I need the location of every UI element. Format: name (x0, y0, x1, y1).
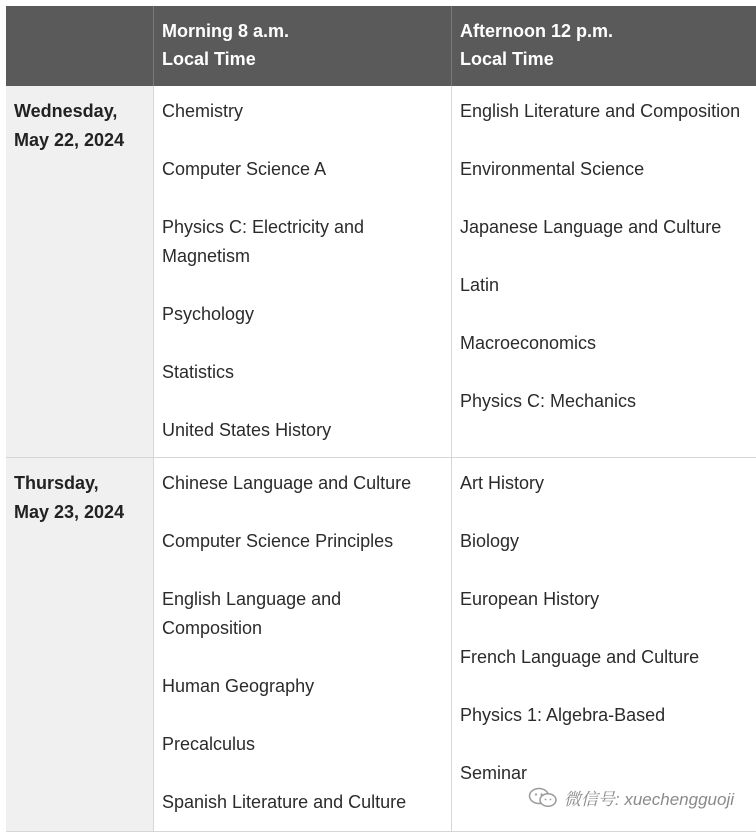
subject-item: English Language and Composition (162, 589, 342, 638)
table-row (6, 458, 756, 832)
day-cell (6, 458, 154, 831)
header-afternoon-local: Local Time (460, 49, 554, 69)
afternoon-subjects (452, 458, 756, 831)
header-cell-morning (154, 6, 452, 86)
day-date: May 22, 2024 (14, 130, 125, 150)
subject-item: Biology (460, 531, 520, 551)
subject-item: Japanese Language and Culture (460, 217, 722, 237)
day-name: Thursday, (14, 473, 99, 493)
subject-item: Computer Science A (162, 159, 327, 179)
table-header (6, 6, 756, 86)
subject-item: Statistics (162, 362, 235, 382)
subject-item: French Language and Culture (460, 647, 700, 667)
wechat-icon (528, 787, 558, 809)
watermark (528, 785, 734, 810)
day-name: Wednesday, (14, 101, 118, 121)
subject-item: Psychology (162, 304, 255, 324)
subject-item: Physics 1: Algebra-Based (460, 705, 666, 725)
subject-item: Macroeconomics (460, 333, 597, 353)
subject-item: Precalculus (162, 734, 256, 754)
table-row (6, 86, 756, 458)
morning-subjects (154, 86, 452, 457)
subject-item: Physics C: Electricity and Magnetism (162, 217, 365, 266)
day-date: May 23, 2024 (14, 502, 125, 522)
header-cell-afternoon (452, 6, 756, 86)
day-cell (6, 86, 154, 457)
header-cell-day (6, 6, 154, 86)
subject-item: Spanish Literature and Culture (162, 792, 407, 812)
subject-item: English Literature and Composition (460, 101, 741, 121)
subject-item: European History (460, 589, 600, 609)
subject-item: Environmental Science (460, 159, 645, 179)
subject-item: Chemistry (162, 101, 244, 121)
header-afternoon-time: Afternoon 12 p.m. (460, 21, 614, 41)
subject-item: Seminar (460, 763, 528, 783)
subject-item: Human Geography (162, 676, 315, 696)
header-morning-local: Local Time (162, 49, 256, 69)
subject-item: United States History (162, 420, 332, 440)
watermark-text: 微信号: xuechengguoji (563, 790, 734, 809)
subject-item: Physics C: Mechanics (460, 391, 637, 411)
header-morning-time: Morning 8 a.m. (162, 21, 290, 41)
subject-item: Chinese Language and Culture (162, 473, 412, 493)
subject-item: Computer Science Principles (162, 531, 394, 551)
subject-item: Art History (460, 473, 545, 493)
subject-item: Latin (460, 275, 500, 295)
afternoon-subjects (452, 86, 756, 457)
morning-subjects (154, 458, 452, 831)
exam-schedule-table (6, 6, 756, 832)
